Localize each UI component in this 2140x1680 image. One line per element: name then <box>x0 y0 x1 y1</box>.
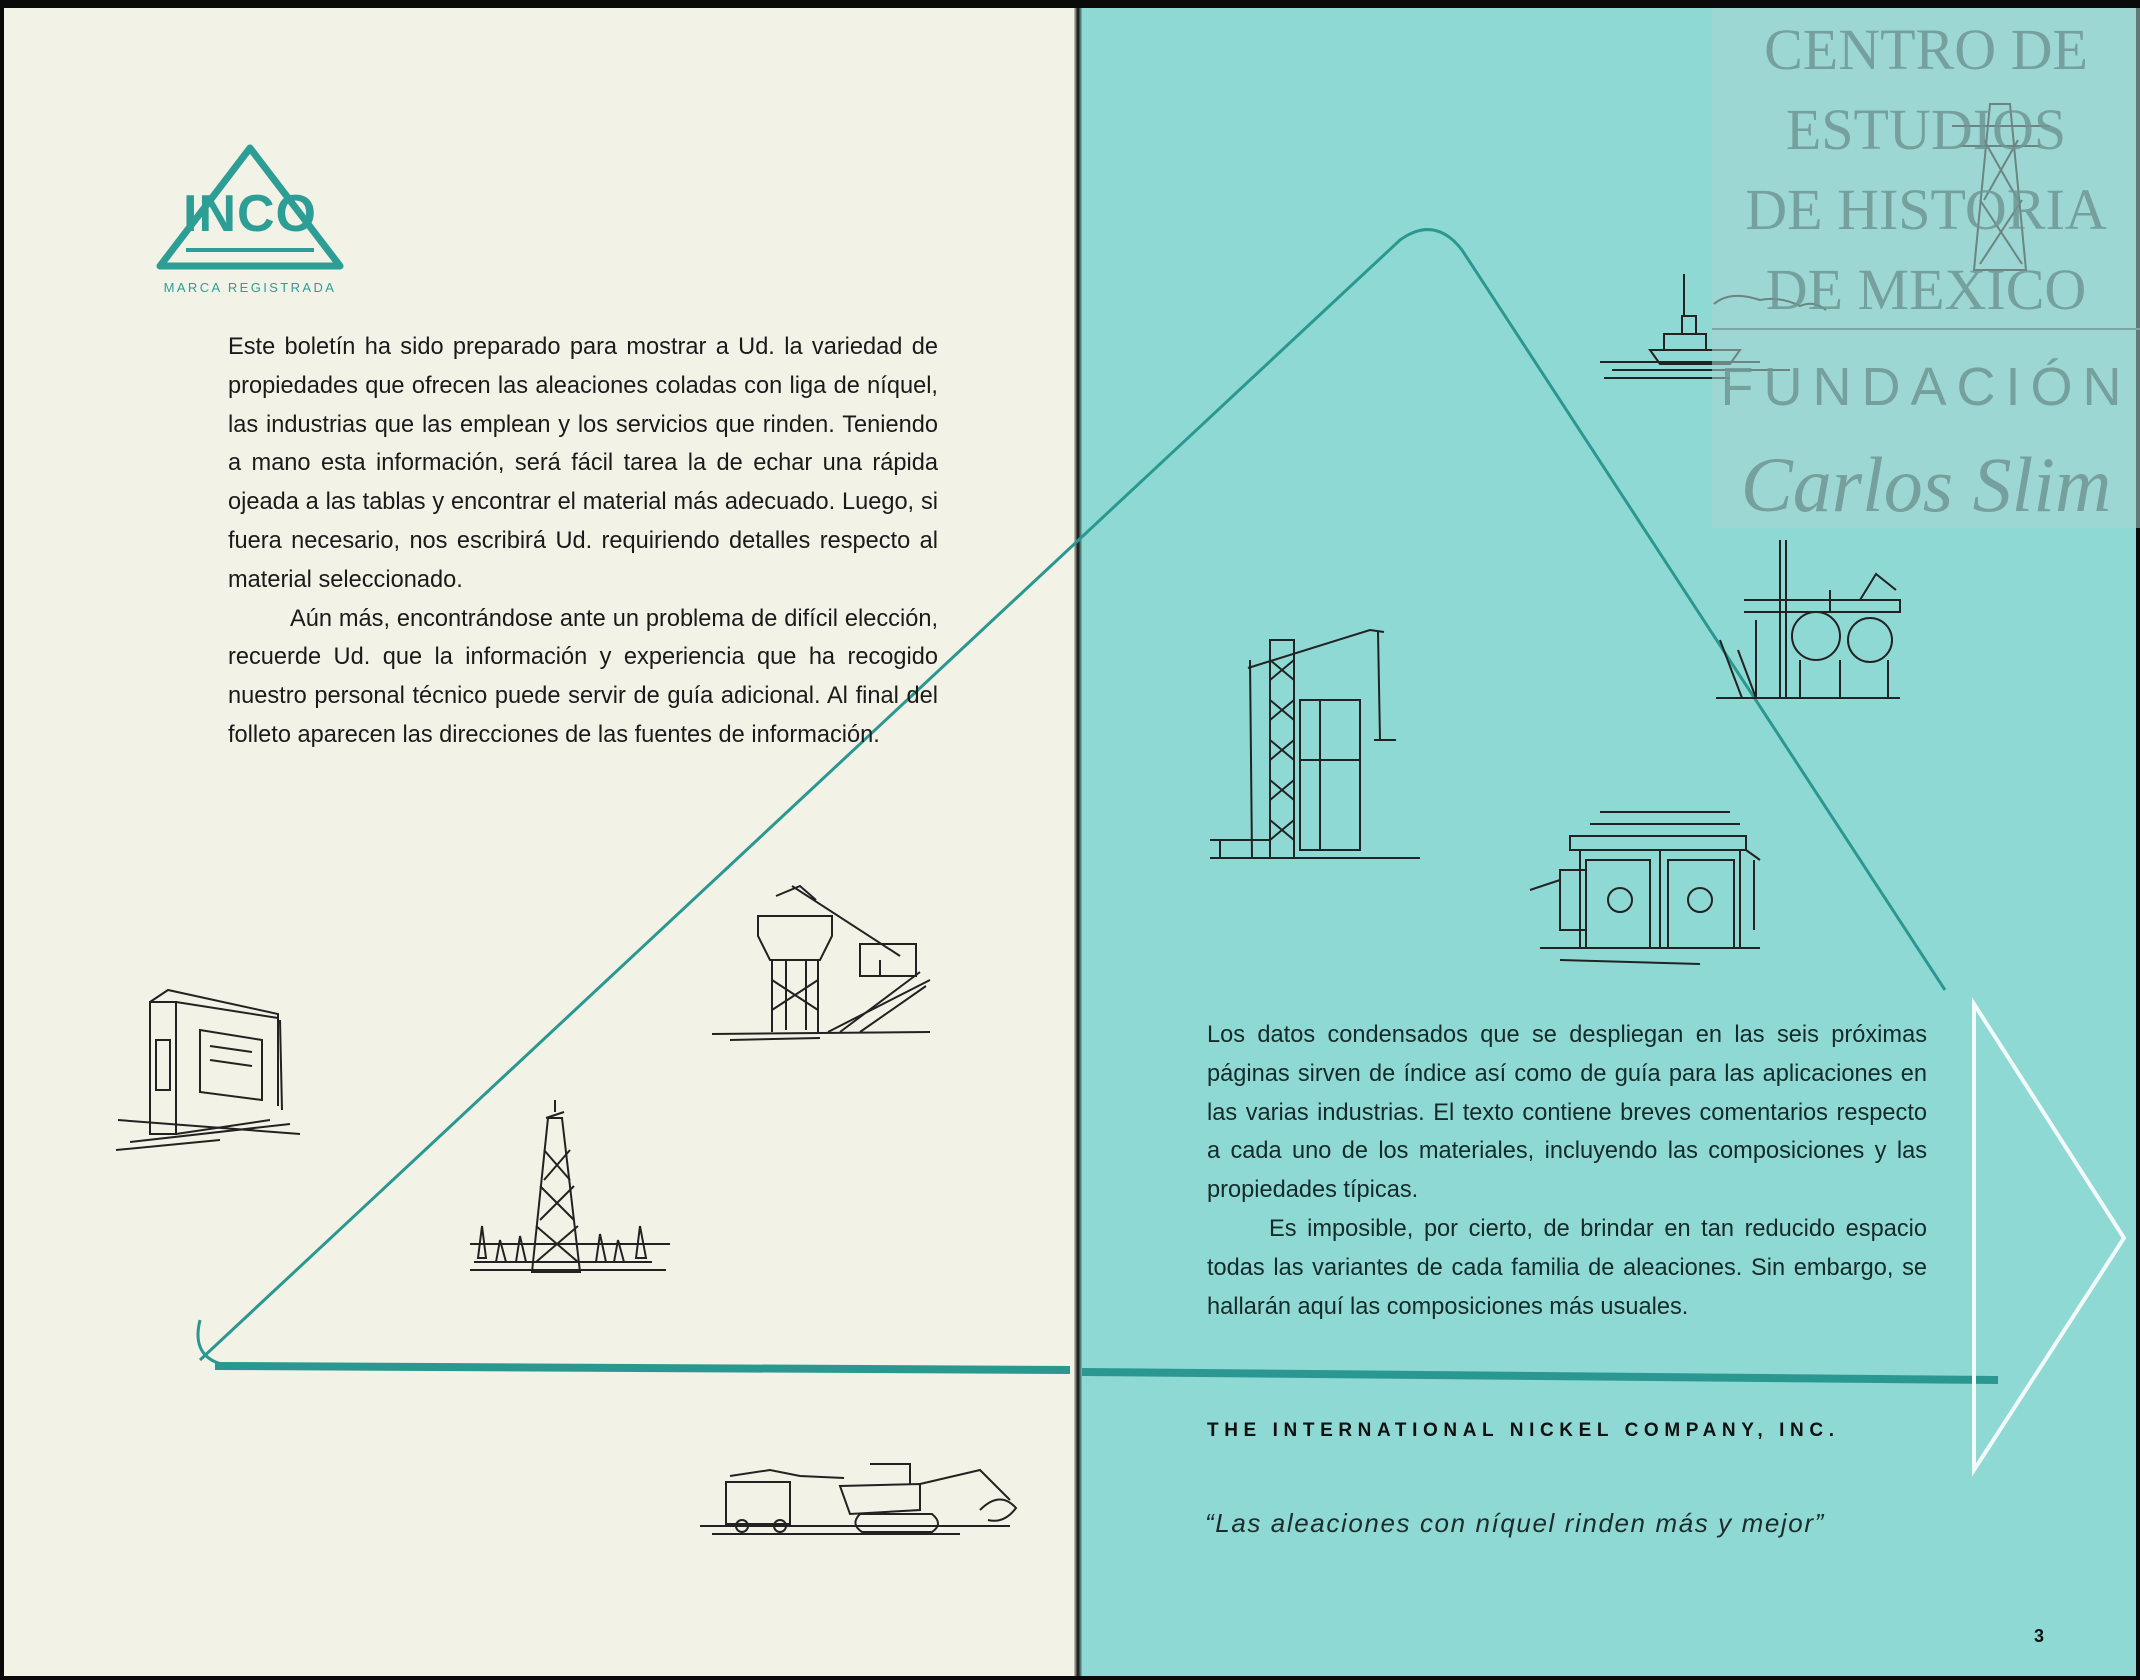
watermark-line-1: CENTRO DE <box>1764 17 2088 82</box>
left-paragraph-2: Aún más, encontrándose ante un problema de difícil elección, recuerde Ud. que la información y experiencia que ha recogido nuestro personal técnico puede servir de guía adicional. Al final del folleto aparecen las direcciones de las fuentes de información. <box>228 605 938 748</box>
watermark-line-3: DE HISTORIA <box>1745 177 2107 242</box>
watermark-line-4: DE MEXICO <box>1765 257 2087 322</box>
watermark-foundation: FUNDACIÓN <box>1720 357 2132 417</box>
right-paragraph-1: Los datos condensados que se despliegan en las seis próximas páginas sirven de índice así como de guía para las aplicaciones en las varias industrias. El texto contiene breves comentarios respecto a cada uno de los materiales, incluyendo las composiciones y las propiedades típicas. <box>1207 1022 1927 1204</box>
tractor-excavator-illustration <box>700 1464 1016 1534</box>
company-name: THE INTERNATIONAL NICKEL COMPANY, INC. <box>1207 1420 1840 1441</box>
arrow-chevron-icon <box>1974 1004 2124 1470</box>
slogan: “Las aleaciones con níquel rinden más y mejor” <box>1205 1508 1825 1538</box>
left-paragraph-1: Este boletín ha sido preparado para mostrar a Ud. la variedad de propiedades que ofrecen las aleaciones coladas con liga de níquel, las industrias que las emplean y los servicios que rinden. Teniendo a mano esta información, será fácil tarea la de echar una rápida ojeada a las tablas y encontrar el material más adecuado. Luego, si fuera necesario, nos escribirá Ud. requiriendo detalles respecto al material seleccionado. <box>228 334 938 593</box>
archive-watermark <box>1712 8 2140 528</box>
right-body-text <box>1207 1016 1927 1326</box>
page-number: 3 <box>2034 1626 2045 1646</box>
watermark-divider <box>1712 328 2140 330</box>
inco-logo <box>150 140 350 300</box>
ore-loading-tower-illustration <box>712 886 930 1040</box>
factory-press-illustration <box>116 990 300 1150</box>
industrial-machinery-illustration <box>1530 812 1760 964</box>
watermark-signature: Carlos Slim <box>1740 441 2112 528</box>
logo-caption: MARCA REGISTRADA <box>163 280 337 295</box>
left-body-text <box>228 328 938 755</box>
triangle-base-right <box>1082 1372 1998 1380</box>
oil-derrick-illustration <box>470 1100 670 1272</box>
watermark-line-2: ESTUDIOS <box>1785 97 2067 162</box>
triangle-base <box>215 1366 1070 1370</box>
construction-crane-illustration <box>1210 630 1420 858</box>
right-paragraph-2: Es imposible, por cierto, de brindar en tan reducido espacio todas las variantes de cada familia de aleaciones. Sin embargo, se hallarán aquí las composiciones más usuales. <box>1207 1215 1927 1320</box>
logo-wordmark: INCO <box>183 185 317 243</box>
chemical-plant-illustration <box>1716 540 1900 698</box>
